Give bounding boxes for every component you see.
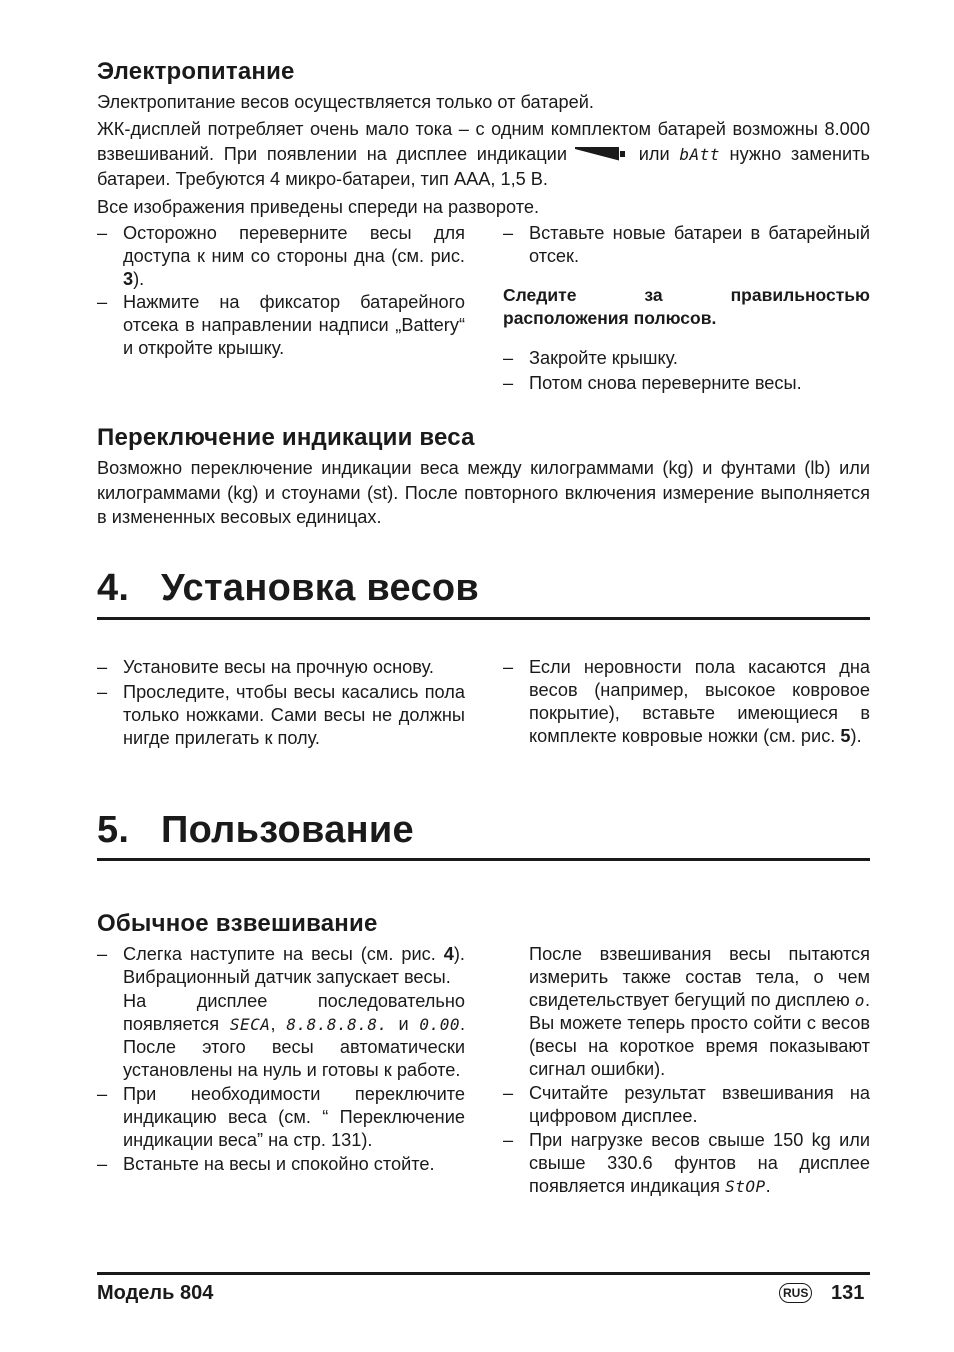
list-item: – Слегка наступите на весы (см. рис. 4). Вибрационный датчик запускает весы. bbox=[97, 944, 465, 987]
power-paragraph-1: Электропитание весов осуществляется только от батарей. bbox=[97, 92, 594, 112]
divider bbox=[97, 617, 870, 620]
power-paragraph-2-text: ЖК-дисплей потребляет очень мало тока – с одним комплектом батарей возможны 8.000 взвешиваний. При появлении на дисплее индикации bbox=[97, 119, 870, 164]
list-item: – Закройте крышку. bbox=[503, 348, 678, 368]
lcd-running-o: o bbox=[854, 991, 865, 1010]
setup-right-column bbox=[503, 656, 870, 748]
list-item: – Вставьте новые батареи в батарейный отсек. bbox=[503, 223, 870, 266]
body-composition-text: После взвешивания весы пытаются измерить также состав тела, о чем свидетельствует бегущий по дисплею o. Вы можете теперь просто сойти с весов (весы на короткое время показывают сигнал ошибки). bbox=[529, 944, 870, 1079]
list-item: – Установите весы на прочную основу. bbox=[97, 657, 434, 677]
section-heading-power: Электропитание bbox=[97, 58, 295, 85]
power-right-column bbox=[503, 222, 870, 395]
display-sequence-text: На дисплее последовательно появляется SECA, 8.8.8.8.8. и 0.00. После этого весы автоматически установлены на нуль и готовы к работе. bbox=[123, 991, 466, 1080]
usage-left-column bbox=[97, 943, 465, 1176]
battery-low-icon bbox=[575, 147, 625, 161]
list-item: – Встаньте на весы и спокойно стойте. bbox=[97, 1154, 435, 1174]
section-heading-weighing: Обычное взвешивание bbox=[97, 910, 378, 937]
power-paragraph-2-tail: нужно заменить батареи. Требуются 4 микро-батареи, тип AAA, 1,5 В. bbox=[97, 143, 870, 189]
power-left-column bbox=[97, 222, 465, 360]
list-item: – Проследите, чтобы весы касались пола только ножками. Сами весы не должны нигде прилегать к полу. bbox=[97, 682, 465, 748]
list-item: – Если неровности пола касаются дна весов (например, высокое ковровое покрытие), вставьте имеющиеся в комплекте ковровые ножки (см. рис. 5). bbox=[503, 657, 870, 746]
list-item: – Осторожно переверните весы для доступа к ним со стороны дна (см. рис. 3). bbox=[97, 223, 465, 289]
usage-right-column bbox=[503, 943, 870, 1198]
footer-divider bbox=[97, 1272, 870, 1275]
power-paragraph-3: Все изображения приведены спереди на развороте. bbox=[97, 197, 540, 217]
list-item: – Потом снова переверните весы. bbox=[503, 373, 802, 393]
page-number: 131 bbox=[831, 1282, 865, 1304]
power-paragraph-2-or: или bbox=[638, 143, 670, 164]
lcd-stop: StOP bbox=[725, 1177, 766, 1196]
footer-right bbox=[779, 1283, 812, 1303]
language-badge: RUS bbox=[779, 1283, 812, 1303]
chapter-title-setup: 4. Установка весов bbox=[97, 567, 480, 609]
list-item: – Считайте результат взвешивания на цифровом дисплее. bbox=[503, 1083, 870, 1126]
divider bbox=[97, 858, 870, 861]
lcd-batt-indicator: bAtt bbox=[679, 144, 720, 164]
lcd-all-segments: 8.8.8.8.8. bbox=[286, 1015, 388, 1034]
polarity-warning: Следите за правильностью расположения полюсов. bbox=[503, 285, 870, 328]
lcd-zero: 0.00 bbox=[419, 1015, 460, 1034]
list-item: – При нагрузке весов свыше 150 kg или свыше 330.6 фунтов на дисплее появляется индикация StOP. bbox=[503, 1130, 870, 1196]
footer-model: Модель 804 bbox=[97, 1282, 214, 1304]
lcd-seca: SECA bbox=[229, 1015, 271, 1034]
chapter-title-usage: 5. Пользование bbox=[97, 809, 414, 851]
list-item: – Нажмите на фиксатор батарейного отсека в направлении надписи „Battery“ и откройте крышку. bbox=[97, 292, 465, 358]
setup-left-column bbox=[97, 656, 465, 750]
units-paragraph: Возможно переключение индикации веса между килограммами (kg) и фунтами (lb) или килограммами (kg) и стоунами (st). После повторного включения измерение выполняется в измененных весовых единицах. bbox=[97, 458, 870, 527]
power-paragraph-2 bbox=[97, 117, 870, 192]
list-item: – При необходимости переключите индикацию веса (см. “ Переключение индикации веса” на стр. 131). bbox=[97, 1084, 465, 1150]
section-heading-units: Переключение индикации веса bbox=[97, 424, 475, 451]
